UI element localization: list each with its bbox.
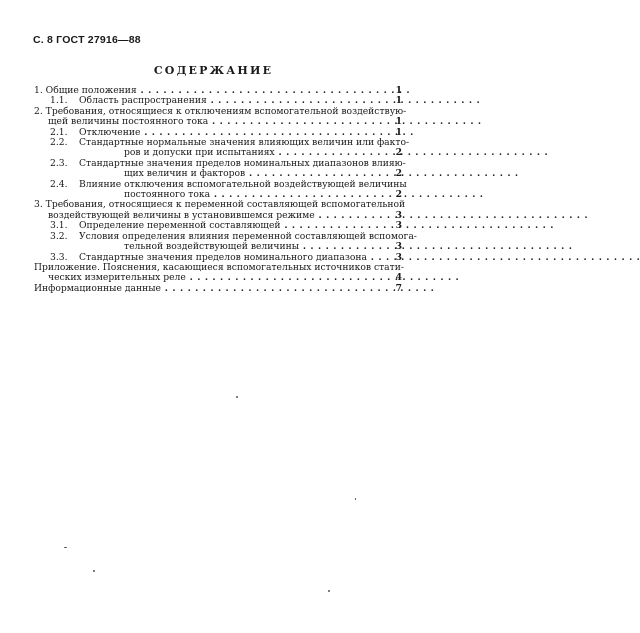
toc-entry-number: 3.3. [50, 251, 68, 263]
toc-entry-text: постоянного тока . . [79, 190, 380, 200]
toc-entry-text: 2. Требования, относящиеся к отключениям вспомогательной воздействую- [34, 105, 407, 117]
toc-entry-number: 2.1. [50, 126, 68, 138]
toc-title: СОДЕРЖАНИЕ [153, 64, 274, 77]
toc-page-number: 1 [395, 126, 402, 138]
toc-entry [34, 137, 410, 159]
scan-speck [93, 570, 95, 572]
toc-entry-text: Стандартные значения пределов номинальных диапазонов влияю- [79, 157, 406, 169]
page-header: С. 8 ГОСТ 27916—88 [33, 34, 141, 46]
toc-entry [34, 284, 402, 294]
toc-page-number: 3 [395, 220, 402, 232]
toc-entry-text: щих величин и факторов . . [79, 169, 380, 179]
toc-page-number: 3 [395, 251, 402, 263]
toc-page-number: 4 [395, 272, 402, 284]
scan-speck [236, 396, 238, 398]
scan-speck [328, 590, 330, 592]
toc-entry-text: ров и допуски при испытаниях . . [79, 148, 380, 158]
scan-speck [64, 547, 67, 548]
toc-entry [34, 178, 407, 201]
toc-entry-number: 3.2. [50, 230, 68, 242]
toc-entry-text: Влияние отключения вспомогательной воздействующей величины [79, 178, 407, 190]
toc-entry-text: воздействующей величины в установившемся режиме . . [34, 211, 380, 221]
toc-entry-number: 2.2. [50, 137, 68, 149]
toc-entry [34, 199, 406, 221]
toc-entry-text: тельной воздействующей величины . . [79, 242, 380, 252]
toc-entry-text: Определение переменной составляющей . . [79, 221, 380, 231]
toc-page-number: 2 [395, 168, 402, 180]
toc-entry-number: 3.1. [50, 220, 68, 232]
toc-page-number: 3 [395, 209, 402, 221]
table-of-contents [34, 85, 417, 294]
toc-entry-text: Условия определения влияния переменной составляющей вспомога- [79, 230, 417, 242]
toc-entry-text: Приложение. Пояснения, касающиеся вспомогательных источников стати- [34, 261, 404, 273]
toc-entry-text: 1. Общие положения . . [34, 86, 380, 96]
toc-entry-text: щей величины постоянного тока . . [34, 117, 380, 127]
toc-page-number: 2 [395, 147, 402, 159]
toc-page-number: 1 [395, 95, 402, 107]
toc-entry-text: Область распространения . . [79, 96, 380, 106]
toc-entry-text: Стандартные значения пределов номинального диапазона . . [79, 253, 380, 263]
toc-entry-number: 2.3. [50, 157, 68, 169]
toc-entry-text: ческих измерительных реле . . [34, 273, 380, 283]
toc-page-number: 3 [395, 241, 402, 253]
toc-page-number: 1 [395, 116, 402, 128]
toc-page-number: 7 [395, 282, 402, 294]
toc-entry-text: 3. Требования, относящиеся к переменной составляющей вспомогательной [34, 199, 406, 211]
toc-page-number: 1 [395, 85, 402, 96]
toc-entry-number: 2.4. [50, 178, 68, 190]
toc-entry [34, 230, 417, 253]
toc-entry-text: Информационные данные . . [34, 284, 380, 294]
toc-entry [34, 157, 406, 180]
toc-entry [34, 263, 402, 284]
toc-entry-text: Отключение . . [79, 128, 380, 138]
toc-entry-number: 1.1. [50, 95, 68, 107]
toc-entry-text: Стандартные нормальные значения влияющих величин или факто- [79, 137, 410, 149]
scan-speck [355, 498, 356, 500]
toc-page-number: 2 [395, 189, 402, 201]
toc-entry [34, 105, 407, 128]
